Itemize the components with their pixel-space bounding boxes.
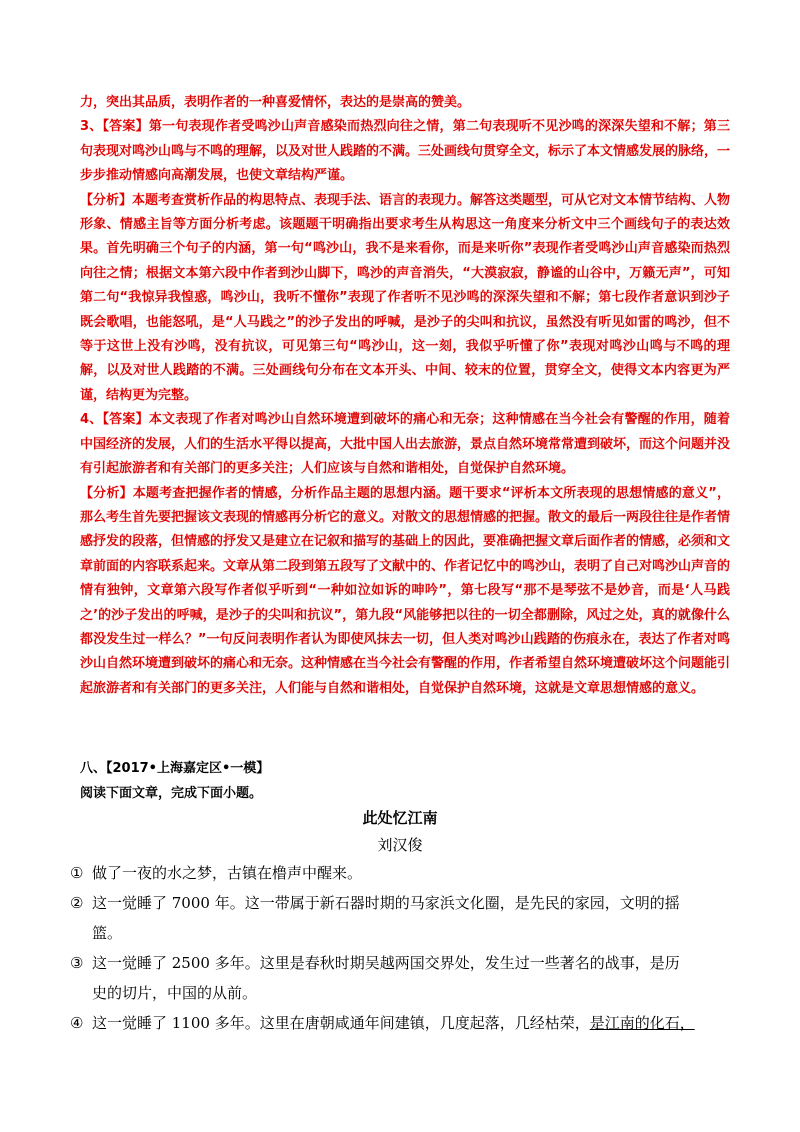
underlined-sentence: 是江南的化石， [589,1014,695,1032]
article-author: 刘汉俊 [377,836,423,854]
paragraph-line: 这一觉睡了 2500 多年。这里是春秋时期吴越两国交界处，发生过一些著名的战事，是历 [92,954,680,972]
article-paragraph-4 [70,1008,732,1038]
article-paragraph-1 [70,858,732,888]
section-instruction: 阅读下面文章，完成下面小题。 [80,786,263,801]
answer-3: 3、【答案】第一句表现作者受鸣沙山声音感染而热烈向往之情，第二句表现听不见沙鸣的深深失望和不解；第三句表现对鸣沙山鸣与不鸣的理解，以及对世人践踏的不满。三处画线句贯穿全文，标示了本文情感发展的脉络，一步步推动情感向高潮发展，也使文章结构严谨。 [80,119,731,184]
answer-4: 4、【答案】本文表现了作者对鸣沙山自然环境遭到破坏的痛心和无奈；这种情感在当今社会有警醒的作用，随着中国经济的发展，人们的生活水平得以提高，大批中国人出去旅游，景点自然环境常常遭到破坏，而这个问题并没有引起旅游者和有关部门的更多关注；人们应该与自然和谐相处，自觉保护自然环境。 [80,412,731,477]
paragraph-number: ④ [70,1014,84,1032]
paragraph-line: 做了一夜的水之梦，古镇在橹声中醒来。 [92,864,363,882]
article-paragraph-2 [70,888,732,948]
paragraph-number: ① [70,864,84,882]
paragraph-line: 史的切片，中国的从前。 [92,984,258,1002]
paragraph-number: ② [70,894,84,912]
answer-paragraph-continuation: 力，突出其品质，表明作者的一种喜爱情怀，表达的是崇高的赞美。 [80,95,471,110]
answer-analysis-block [80,91,730,701]
article-paragraph-3 [70,948,732,1008]
article-title: 此处忆江南 [362,809,438,827]
paragraph-line: 这一觉睡了 7000 年。这一带属于新石器时期的马家浜文化圈，是先民的家园，文明的摇 [92,894,680,912]
analysis-4: 【分析】本题考查把握作者的情感，分析作品主题的思想内涵。题干要求“评析本文所表现的思想情感的意义”，那么考生首先要把握该文表现的情感再分析它的意义。对散文的思想情感的把握。散文的最后一两段往往是作者情感抒发的段落，但情感的抒发又是建立在记叙和描写的基础上的因此，要准确把握文章后面作者的情感，必须和文章前面的内容联系起来。文章从第二段到第五段写了文献中的、作者记忆中的鸣沙山，表明了自己对鸣沙山声音的情有独钟，文章第六段写作者似乎听到“一种如泣如诉的呻吟”，第七段写“那不是琴弦不是妙音，而是‘人马践之’的沙子发出的呼喊，是沙子的尖叫和抗议”，第九段“风能够把以往的一切全都删除，风过之处，真的就像什么都没发生过一样么？”一句反问表明作者认为即使风抹去一切，但人类对鸣沙山践踏的伤痕永在，表达了作者对鸣沙山自然环境遭到破坏的痛心和无奈。这种情感在当今社会有警醒的作用，作者希望自然环境遭破坏这个问题能引起旅游者和有关部门的更多关注，人们能与自然和谐相处，自觉保护自然环境，这就是文章思想情感的意义。 [80,485,731,696]
paragraph-line: 篮。 [92,924,123,942]
analysis-3: 【分析】本题考查赏析作品的构思特点、表现手法、语言的表现力。解答这类题型，可从它对文本情节结构、人物形象、情感主旨等方面分析考虑。该题题干明确指出要求考生从构思这一角度来分析文中三个画线句子的表达效果。首先明确三个句子的内涵，第一句“鸣沙山，我不是来看你，而是来听你”表现作者受鸣沙山声音感染而热烈向往之情；根据文本第六段中作者到沙山脚下，鸣沙的声音消失，“大漠寂寂，静谧的山谷中，万籁无声”，可知第二句“我惊异我惶惑，鸣沙山，我听不懂你”表现了作者听不见沙鸣的深深失望和不解；第七段作者意识到沙子既会歌唱，也能怒吼，是“人马践之”的沙子发出的呼喊，是沙子的尖叫和抗议，虽然没有听见如雷的鸣沙，但不等于这世上没有沙鸣，没有抗议，可见第三句“鸣沙山，这一刻，我似乎听懂了你”表现对鸣沙山鸣与不鸣的理解，以及对世人践踏的不满。三处画线句分布在文本开头、中间、较末的位置，贯穿全文，使得文本内容更为严谨，结构更为完整。 [80,192,731,403]
article-body [70,858,732,1038]
paragraph-line [92,1008,732,1038]
paragraph-number: ③ [70,954,84,972]
section-heading: 八、【2017•上海嘉定区•一模】 [80,761,270,776]
paragraph-text: 这一觉睡了 1100 多年。这里在唐朝咸通年间建镇，几度起落，几经枯荣， [92,1014,590,1032]
